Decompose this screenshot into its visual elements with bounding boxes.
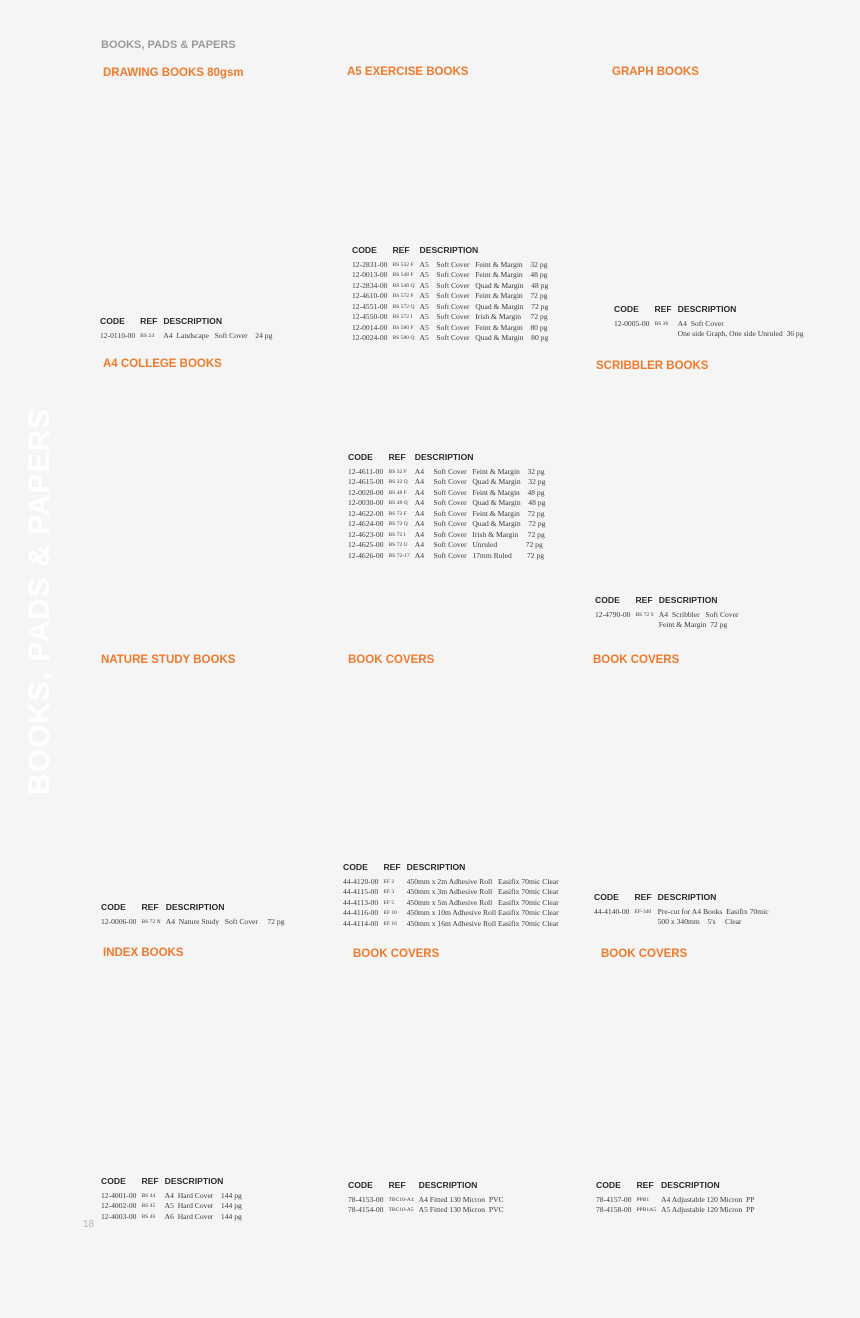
product-code: 78-4158-00 [596, 1205, 632, 1214]
product-ref: EF 10 [383, 910, 397, 916]
section-title: A5 EXERCISE BOOKS [347, 66, 469, 78]
product-table-book-covers-rolls [343, 862, 564, 929]
product-code: 12-0020-00 [348, 487, 384, 497]
product-code: 12-4611-00 [348, 466, 384, 476]
product-description: A5 Soft Cover Irish & Margin 72 pg [419, 312, 548, 321]
product-description: 450mm x 3m Adhesive Roll Easifix 70mic Clear [406, 887, 559, 896]
product-description: A4 Nature Study Soft Cover 72 pg [165, 916, 285, 926]
product-code: 12-4615-00 [348, 477, 384, 486]
product-description: A4 Fitted 130 Micron PVC [418, 1194, 504, 1204]
table-header-row [348, 1180, 509, 1195]
code-column-header: CODE [343, 862, 368, 872]
product-code: 12-0110-00 [100, 330, 136, 340]
product-code: 12-4623-00 [348, 529, 384, 539]
code-column-header: CODE [101, 1176, 126, 1186]
table-row [352, 260, 553, 271]
section-title: BOOK COVERS [593, 654, 680, 666]
table-row [348, 509, 550, 520]
ref-column-header: REF [383, 862, 401, 872]
product-ref: BS 572 F [392, 293, 414, 299]
product-ref: EF 3 [383, 889, 395, 895]
product-ref: EF-340 [634, 908, 652, 915]
product-description: A4 Scribbler Soft Cover Feint & Margin 72 pg [658, 609, 739, 629]
table-header-row [596, 1180, 759, 1195]
product-ref: BS 72 F [388, 510, 407, 517]
description-column-header: DESCRIPTION [164, 1176, 224, 1186]
product-description: A5 Soft Cover Feint & Margin 80 pg [419, 322, 548, 332]
section-title: BOOK COVERS [348, 654, 435, 666]
product-description: A4 Soft Cover One side Graph, One side Unruled 36 pg [677, 318, 804, 338]
product-ref: BS 548 Q [392, 282, 415, 289]
product-code: 44-4115-00 [343, 887, 379, 896]
product-table-nature-study-books [101, 902, 289, 927]
table-header-row [614, 304, 809, 319]
table-row [352, 291, 553, 302]
table-row [101, 1201, 247, 1212]
ref-column-header: REF [634, 892, 652, 902]
product-code: 44-4113-00 [343, 897, 379, 907]
product-description: A5 Hard Cover 144 pg [164, 1201, 242, 1210]
product-ref: BS 580 F [392, 324, 414, 331]
product-code: 12-0030-00 [348, 498, 384, 507]
product-description: A5 Adjustable 120 Micron PP [661, 1205, 755, 1214]
code-column-header: CODE [352, 245, 377, 255]
section-title: INDEX BOOKS [103, 947, 184, 959]
product-description: A4 Soft Cover Quad & Margin 72 pg [414, 519, 546, 528]
product-ref: BS 72-17 [388, 552, 410, 559]
table-row [596, 1195, 759, 1206]
product-ref: BS 548 F [392, 272, 414, 278]
ref-column-header: REF [388, 452, 406, 462]
product-description: A4 Soft Cover Irish & Margin 72 pg [414, 529, 545, 539]
product-code: 12-4625-00 [348, 540, 384, 549]
product-description: A5 Soft Cover Quad & Margin 48 pg [419, 280, 549, 290]
product-table-book-covers-pp [596, 1180, 759, 1216]
ref-column-header: REF [141, 902, 159, 912]
product-table-drawing-books [100, 316, 277, 341]
product-ref: PPB1A5 [636, 1207, 657, 1213]
description-column-header: DESCRIPTION [677, 304, 737, 314]
table-row [352, 312, 553, 323]
product-ref: BS 36 [654, 320, 669, 327]
table-row [343, 908, 564, 919]
product-code: 12-4551-00 [352, 301, 388, 311]
product-description: A4 Soft Cover Feint & Margin 48 pg [414, 487, 545, 497]
code-column-header: CODE [596, 1180, 621, 1190]
section-title: DRAWING BOOKS 80gsm [103, 67, 244, 79]
product-ref: BS 46 [141, 1213, 156, 1220]
table-row [352, 302, 553, 313]
product-code: 12-2831-00 [352, 259, 388, 269]
table-header-row [595, 595, 744, 610]
section-title: SCRIBBLER BOOKS [596, 360, 709, 372]
table-row [348, 488, 550, 499]
table-row [352, 323, 553, 334]
code-column-header: CODE [348, 452, 373, 462]
table-row [101, 1212, 247, 1223]
product-code: 78-4157-00 [596, 1194, 632, 1204]
table-row [348, 1195, 509, 1206]
product-table-scribbler-books [595, 595, 744, 631]
product-ref: TBC10-A4 [388, 1196, 414, 1203]
product-table-a5-exercise-books [352, 245, 553, 344]
product-ref: EF 5 [383, 899, 395, 906]
product-ref: BS 572 I [392, 314, 413, 320]
product-description: 450mm x 10m Adhesive Roll Easifix 70mic Clear [406, 908, 559, 917]
table-header-row [352, 245, 553, 260]
table-row [348, 498, 550, 509]
product-ref: BS 72 Q [388, 521, 408, 527]
table-row [352, 270, 553, 281]
table-row [595, 610, 744, 631]
table-row [352, 281, 553, 292]
product-code: 12-0006-00 [101, 916, 137, 926]
product-ref: BS 72 U [388, 542, 408, 548]
description-column-header: DESCRIPTION [414, 452, 474, 462]
table-row [614, 319, 809, 340]
table-row [343, 877, 564, 888]
product-description: A4 Soft Cover 17mm Ruled 72 pg [414, 550, 545, 560]
code-column-header: CODE [348, 1180, 373, 1190]
product-description: A4 Soft Cover Feint & Margin 32 pg [414, 466, 545, 476]
table-header-row [348, 452, 550, 467]
table-row [348, 519, 550, 530]
product-table-book-covers-precut [594, 892, 774, 928]
table-row [348, 540, 550, 551]
table-row [348, 1205, 509, 1216]
product-table-book-covers-pvc [348, 1180, 509, 1216]
product-code: 12-0005-00 [614, 318, 650, 328]
section-title: NATURE STUDY BOOKS [101, 654, 236, 666]
table-row [101, 1191, 247, 1202]
product-description: A4 Soft Cover Quad & Margin 32 pg [414, 477, 546, 486]
product-description: A5 Soft Cover Feint & Margin 48 pg [419, 270, 548, 279]
product-ref: BS 572 Q [392, 303, 415, 310]
product-code: 12-4626-00 [348, 550, 384, 560]
section-title: BOOK COVERS [353, 948, 440, 960]
table-header-row [343, 862, 564, 877]
product-description: A5 Soft Cover Feint & Margin 72 pg [419, 291, 548, 300]
ref-column-header: REF [654, 304, 672, 314]
table-row [348, 477, 550, 488]
product-description: A4 Soft Cover Feint & Margin 72 pg [414, 508, 545, 518]
table-header-row [594, 892, 774, 907]
product-code: 44-4114-00 [343, 918, 379, 928]
product-ref: BS 72 I [388, 531, 406, 538]
product-description: A5 Fitted 130 Micron PVC [418, 1205, 504, 1214]
product-code: 44-4120-00 [343, 876, 379, 886]
section-title: A4 COLLEGE BOOKS [103, 358, 222, 370]
product-code: 78-4154-00 [348, 1205, 384, 1214]
product-code: 12-0014-00 [352, 322, 388, 332]
product-ref: BS 32 F [388, 468, 407, 475]
product-code: 12-0013-00 [352, 270, 388, 279]
product-code: 12-2834-00 [352, 280, 388, 290]
description-column-header: DESCRIPTION [658, 595, 718, 605]
ref-column-header: REF [388, 1180, 406, 1190]
description-column-header: DESCRIPTION [406, 862, 466, 872]
side-title: BOOKS, PADS & PAPERS [23, 407, 56, 795]
description-column-header: DESCRIPTION [657, 892, 717, 902]
product-description: A5 Soft Cover Quad & Margin 72 pg [419, 301, 549, 311]
code-column-header: CODE [614, 304, 639, 314]
description-column-header: DESCRIPTION [163, 316, 223, 326]
product-table-a4-college-books [348, 452, 550, 561]
table-header-row [101, 1176, 247, 1191]
product-ref: BS 48 F [388, 489, 407, 496]
table-row [352, 333, 553, 344]
product-ref: EF 2 [383, 878, 395, 885]
product-ref: BS 32 Q [388, 479, 408, 485]
product-ref: TBC10-A5 [388, 1207, 414, 1213]
table-row [343, 898, 564, 909]
page-number: 18 [83, 1219, 95, 1230]
product-code: 12-4002-00 [101, 1201, 137, 1210]
product-ref: BS 72 S [635, 611, 654, 618]
product-code: 12-4550-00 [352, 312, 388, 321]
description-column-header: DESCRIPTION [418, 1180, 478, 1190]
product-ref: BS 580 Q [392, 335, 415, 341]
description-column-header: DESCRIPTION [419, 245, 479, 255]
product-description: A5 Soft Cover Quad & Margin 80 pg [419, 333, 549, 342]
product-ref: BS 24 [140, 332, 154, 339]
product-description: A6 Hard Cover 144 pg [164, 1211, 242, 1221]
ref-column-header: REF [141, 1176, 159, 1186]
product-description: 450mm x 16m Adhesive Roll Easifix 70mic Clear [406, 918, 559, 928]
product-code: 12-4622-00 [348, 508, 384, 518]
code-column-header: CODE [595, 595, 620, 605]
product-code: 12-4624-00 [348, 519, 384, 528]
section-title: GRAPH BOOKS [612, 66, 699, 78]
product-ref: BS 44 [141, 1192, 156, 1199]
code-column-header: CODE [594, 892, 619, 902]
product-ref: BS 72 N [141, 918, 161, 925]
section-title: BOOK COVERS [601, 948, 688, 960]
table-row [100, 331, 277, 342]
code-column-header: CODE [100, 316, 125, 326]
product-ref: PPB1 [636, 1196, 650, 1203]
product-description: 450mm x 5m Adhesive Roll Easifix 70mic Clear [406, 897, 559, 907]
product-code: 78-4153-00 [348, 1194, 384, 1204]
ref-column-header: REF [140, 316, 158, 326]
product-code: 12-4001-00 [101, 1190, 137, 1200]
product-code: 12-0024-00 [352, 333, 388, 342]
table-row [101, 917, 289, 928]
product-description: A4 Adjustable 120 Micron PP [661, 1194, 755, 1204]
table-row [348, 467, 550, 478]
product-table-graph-books [614, 304, 809, 340]
table-row [348, 530, 550, 541]
product-description: A4 Landscape Soft Cover 24 pg [163, 330, 273, 340]
description-column-header: DESCRIPTION [165, 902, 225, 912]
product-ref: BS 48 Q [388, 500, 408, 506]
product-code: 12-4790-00 [595, 609, 631, 619]
product-description: 450mm x 2m Adhesive Roll Easifix 70mic Clear [406, 876, 559, 886]
product-description: Pre-cut for A4 Books Easifix 70mic 500 x 340mm 5's Clear [657, 906, 769, 926]
product-code: 44-4116-00 [343, 908, 379, 917]
product-description: A5 Soft Cover Feint & Margin 32 pg [419, 259, 548, 269]
product-description: A4 Hard Cover 144 pg [164, 1190, 242, 1200]
table-header-row [101, 902, 289, 917]
product-ref: BS 532 F [392, 261, 414, 268]
product-description: A4 Soft Cover Quad & Margin 48 pg [414, 498, 546, 507]
table-row [594, 907, 774, 928]
table-row [343, 919, 564, 930]
product-code: 12-4003-00 [101, 1211, 137, 1221]
page-header: BOOKS, PADS & PAPERS [101, 39, 236, 51]
table-header-row [100, 316, 277, 331]
product-code: 44-4140-00 [594, 906, 630, 916]
product-code: 12-4610-00 [352, 291, 388, 300]
table-row [348, 551, 550, 562]
ref-column-header: REF [392, 245, 410, 255]
ref-column-header: REF [635, 595, 653, 605]
code-column-header: CODE [101, 902, 126, 912]
product-ref: EF 16 [383, 920, 397, 927]
description-column-header: DESCRIPTION [661, 1180, 720, 1190]
ref-column-header: REF [636, 1180, 654, 1190]
product-table-index-books [101, 1176, 247, 1222]
table-row [596, 1205, 759, 1216]
table-row [343, 887, 564, 898]
product-ref: BS 45 [141, 1203, 156, 1209]
product-description: A4 Soft Cover Unruled 72 pg [414, 540, 543, 549]
